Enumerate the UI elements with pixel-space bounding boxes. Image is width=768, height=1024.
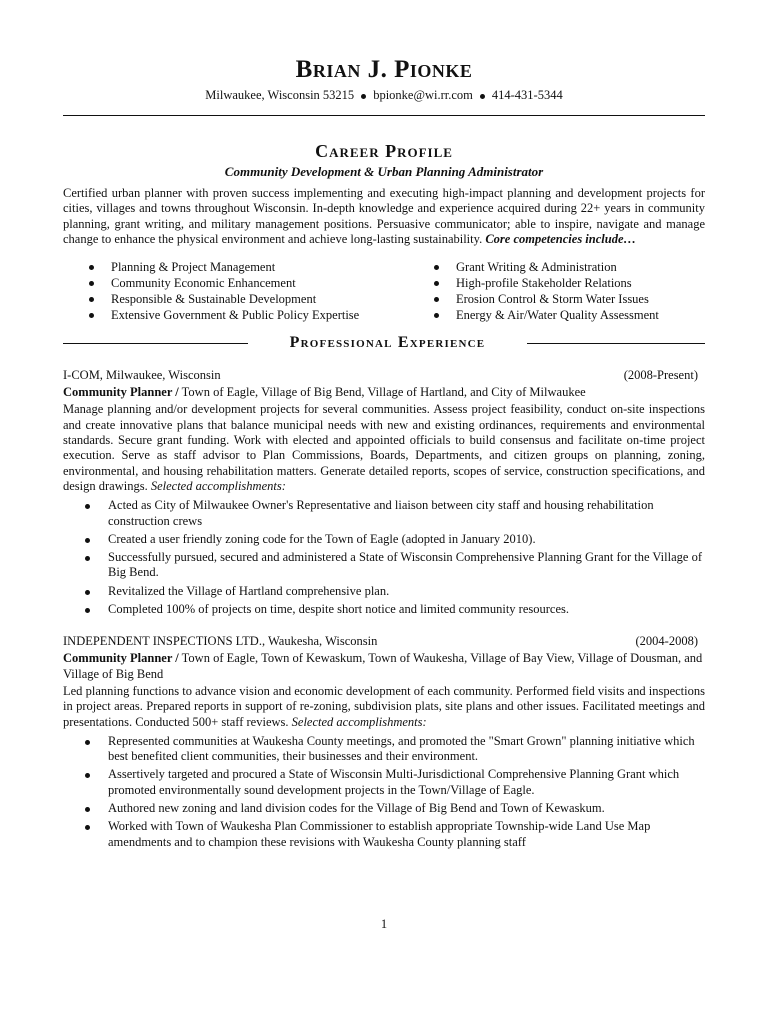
section-rule-left xyxy=(63,343,248,344)
competency-item: High-profile Stakeholder Relations xyxy=(434,275,659,291)
bullet-dot-icon xyxy=(480,94,485,99)
job-role xyxy=(63,651,705,682)
email[interactable]: bpionke@wi.rr.com xyxy=(373,88,473,102)
job-title: Community Planner / xyxy=(63,651,179,666)
career-profile-title: Career Profile xyxy=(315,141,453,161)
competencies-list xyxy=(63,259,705,323)
job-clients: Town of Eagle, Town of Kewaskum, Town of Waukesha, Village of Bay View, Village of Dousman, and Village of Big Bend xyxy=(63,651,703,681)
selected-accomplishments-label: Selected accomplishments: xyxy=(291,714,427,729)
experience-title: Professional Experience xyxy=(289,334,486,352)
competency-item: Erosion Control & Storm Water Issues xyxy=(434,291,659,307)
accomplishment-item: Worked with Town of Waukesha Plan Commissioner to establish appropriate Township-wide Land Use Map amendments and to champion these revisions with Waukesha County planning staff xyxy=(85,819,705,850)
accomplishment-item: Completed 100% of projects on time, despite short notice and limited community resources. xyxy=(85,602,705,617)
competency-item: Extensive Government & Public Policy Expertise xyxy=(89,307,434,323)
job-role xyxy=(63,385,705,400)
selected-accomplishments-label: Selected accomplishments: xyxy=(150,478,286,493)
experience-section-header xyxy=(63,333,705,353)
job-description-text: Led planning functions to advance vision and economic development of each community. Performed field visits and inspections in project areas. Prepared reports in support of re-zoning, subdivision plats, site plans and other issues. Facilitated meetings and presentations. Conducted 500+ staff reviews. xyxy=(63,683,705,729)
competencies-left xyxy=(63,259,434,323)
competency-item: Planning & Project Management xyxy=(89,259,434,275)
job-title: Community Planner / xyxy=(63,385,179,400)
contact-line xyxy=(63,87,705,103)
competency-item: Community Economic Enhancement xyxy=(89,275,434,291)
phone: 414-431-5344 xyxy=(491,88,563,102)
job-description xyxy=(63,402,705,494)
page-number: 1 xyxy=(380,917,388,931)
job-dates: (2008-Present) xyxy=(623,368,698,383)
job-entry xyxy=(63,633,705,850)
accomplishment-item: Assertively targeted and procured a State of Wisconsin Multi-Jurisdictional Comprehensive Planning Grant which promoted environmentally sound development projects in the Town/Village of Eagle. xyxy=(85,767,705,798)
section-rule-right xyxy=(527,343,705,344)
job-entry xyxy=(63,367,705,617)
core-competencies-label: Core competencies include… xyxy=(485,231,636,246)
job-company: I-COM, Milwaukee, Wisconsin xyxy=(63,368,221,383)
competency-item: Responsible & Sustainable Development xyxy=(89,291,434,307)
job-description xyxy=(63,684,705,730)
accomplishment-item: Revitalized the Village of Hartland comprehensive plan. xyxy=(85,584,705,599)
competencies-right xyxy=(434,259,659,323)
accomplishment-item: Represented communities at Waukesha County meetings, and promoted the "Smart Grown" planning initiative which best benefited client communities, their businesses and their environment. xyxy=(85,734,705,765)
accomplishment-item: Created a user friendly zoning code for the Town of Eagle (adopted in January 2010). xyxy=(85,532,705,547)
bullet-dot-icon xyxy=(361,94,366,99)
job-description-text: Manage planning and/or development projects for several communities. Assess project feasibility, conduct on-site inspections and create innovative plans that balance municipal needs with new and existing ordinances, requirements and environmental standards. Secure grant funding. Work with elected and appointed officials to build consensus and facilitate on-time project execution. Serve as staff advisor to Plan Commissions, Boards, Departments, and citizen groups on planning, zoning, environmental, and housing rehabilitation matters. Generate detailed reports, scopes of service, construction specifications, and design drawings. xyxy=(63,402,705,493)
candidate-name: Brian J. Pionke xyxy=(295,56,473,83)
accomplishment-item: Successfully pursued, secured and administered a State of Wisconsin Comprehensive Planning Grant for the Village of Big Bend. xyxy=(85,550,705,581)
job-dates: (2004-2008) xyxy=(635,634,698,649)
accomplishment-item: Authored new zoning and land division codes for the Village of Big Bend and Town of Kewaskum. xyxy=(85,801,705,816)
accomplishments-list xyxy=(63,498,705,617)
location: Milwaukee, Wisconsin 53215 xyxy=(205,88,355,102)
competency-item: Energy & Air/Water Quality Assessment xyxy=(434,307,659,323)
accomplishments-list xyxy=(63,734,705,850)
job-header xyxy=(63,367,705,383)
accomplishment-item: Acted as City of Milwaukee Owner's Representative and liaison between city staff and housing rehabilitation construction crews xyxy=(85,498,705,529)
header-divider xyxy=(63,115,705,116)
job-header xyxy=(63,633,705,649)
summary-text: Certified urban planner with proven success implementing and executing high-impact planning and development projects for cities, villages and towns throughout Wisconsin. In-depth knowledge and experience acquired during 22+ years in community planning, grant writing, and military management positions. Persuasive communicator; able to inspire, navigate and manage change to enhance the physical environment and achieve long-lasting sustainability. xyxy=(63,186,705,246)
career-profile-subtitle: Community Development & Urban Planning Administrator xyxy=(224,164,544,179)
job-company: INDEPENDENT INSPECTIONS LTD., Waukesha, Wisconsin xyxy=(63,634,378,649)
competency-item: Grant Writing & Administration xyxy=(434,259,659,275)
career-summary xyxy=(63,186,705,247)
job-clients: Town of Eagle, Village of Big Bend, Village of Hartland, and City of Milwaukee xyxy=(178,385,586,400)
